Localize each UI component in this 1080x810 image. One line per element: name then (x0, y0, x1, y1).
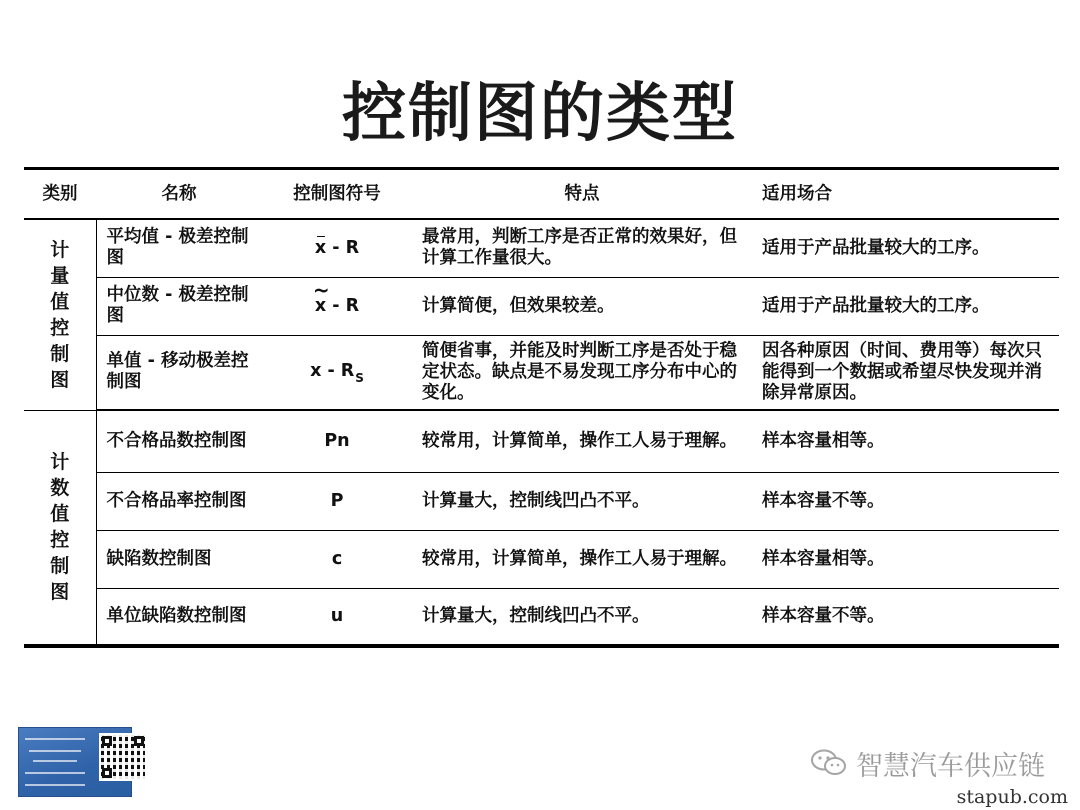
chart-name: 中位数 - 极差控制图 (96, 277, 262, 335)
site-watermark: stapub.com (956, 786, 1068, 808)
symbol-x-tilde: ~ x (315, 296, 326, 317)
chart-feature: 较常用，计算简单，操作工人易于理解。 (412, 410, 752, 472)
chart-symbol (262, 277, 412, 335)
chart-symbol: u (262, 588, 412, 646)
control-chart-types-table (24, 167, 1059, 648)
contact-card-image (18, 727, 132, 797)
chart-usage: 适用于产品批量较大的工序。 (752, 277, 1059, 335)
table-row (24, 335, 1059, 410)
chart-feature: 简便省事，并能及时判断工序是否处于稳定状态。缺点是不易发现工序分布中心的变化。 (412, 335, 752, 410)
chart-usage: 因各种原因（时间、费用等）每次只能得到一个数据或希望尽快发现并消除异常原因。 (752, 335, 1059, 410)
chart-name: 缺陷数控制图 (96, 530, 262, 588)
chart-feature: 计算量大，控制线凹凸不平。 (412, 588, 752, 646)
wechat-icon (810, 748, 848, 778)
chart-usage: 样本容量不等。 (752, 472, 1059, 530)
category-label: 计 数 值 控 制 图 (50, 451, 70, 604)
wechat-watermark (810, 746, 1045, 780)
chart-usage: 适用于产品批量较大的工序。 (752, 219, 1059, 277)
chart-feature: 计算简便，但效果较差。 (412, 277, 752, 335)
category-label: 计 量 值 控 制 图 (50, 238, 70, 391)
chart-feature: 计算量大，控制线凹凸不平。 (412, 472, 752, 530)
chart-symbol (262, 335, 412, 410)
table-header-row (24, 169, 1059, 220)
table-row (24, 588, 1059, 646)
chart-feature: 较常用，计算简单，操作工人易于理解。 (412, 530, 752, 588)
wechat-account-name: 智慧汽车供应链 (856, 750, 1045, 782)
symbol-rest: - R (326, 237, 360, 258)
table-row (24, 219, 1059, 277)
chart-symbol: c (262, 530, 412, 588)
chart-name: 单位缺陷数控制图 (96, 588, 262, 646)
header-symbol: 控制图符号 (262, 169, 412, 220)
symbol-rest: - R (326, 295, 360, 316)
chart-symbol (262, 219, 412, 277)
symbol-x-bar: x (314, 237, 327, 258)
header-usage: 适用场合 (752, 169, 1059, 220)
table-row (24, 530, 1059, 588)
header-feature: 特点 (412, 169, 752, 220)
table-row (24, 277, 1059, 335)
category-cell-attribute (24, 410, 96, 646)
symbol-subscript: S (355, 371, 364, 386)
chart-usage: 样本容量相等。 (752, 410, 1059, 472)
chart-name: 平均值 - 极差控制图 (96, 219, 262, 277)
qr-code-icon (99, 733, 147, 781)
category-cell-measurement (24, 219, 96, 410)
chart-name: 单值 - 移动极差控制图 (96, 335, 262, 410)
chart-usage: 样本容量相等。 (752, 530, 1059, 588)
chart-name: 不合格品率控制图 (96, 472, 262, 530)
chart-usage: 样本容量不等。 (752, 588, 1059, 646)
page-title: 控制图的类型 (342, 77, 738, 151)
table-row (24, 410, 1059, 472)
chart-symbol: P (262, 472, 412, 530)
header-name: 名称 (96, 169, 262, 220)
chart-feature: 最常用，判断工序是否正常的效果好，但计算工作量很大。 (412, 219, 752, 277)
chart-symbol: Pn (262, 410, 412, 472)
symbol-base: x - R (310, 361, 355, 382)
chart-name: 不合格品数控制图 (96, 410, 262, 472)
header-category: 类别 (24, 169, 96, 220)
table-row (24, 472, 1059, 530)
